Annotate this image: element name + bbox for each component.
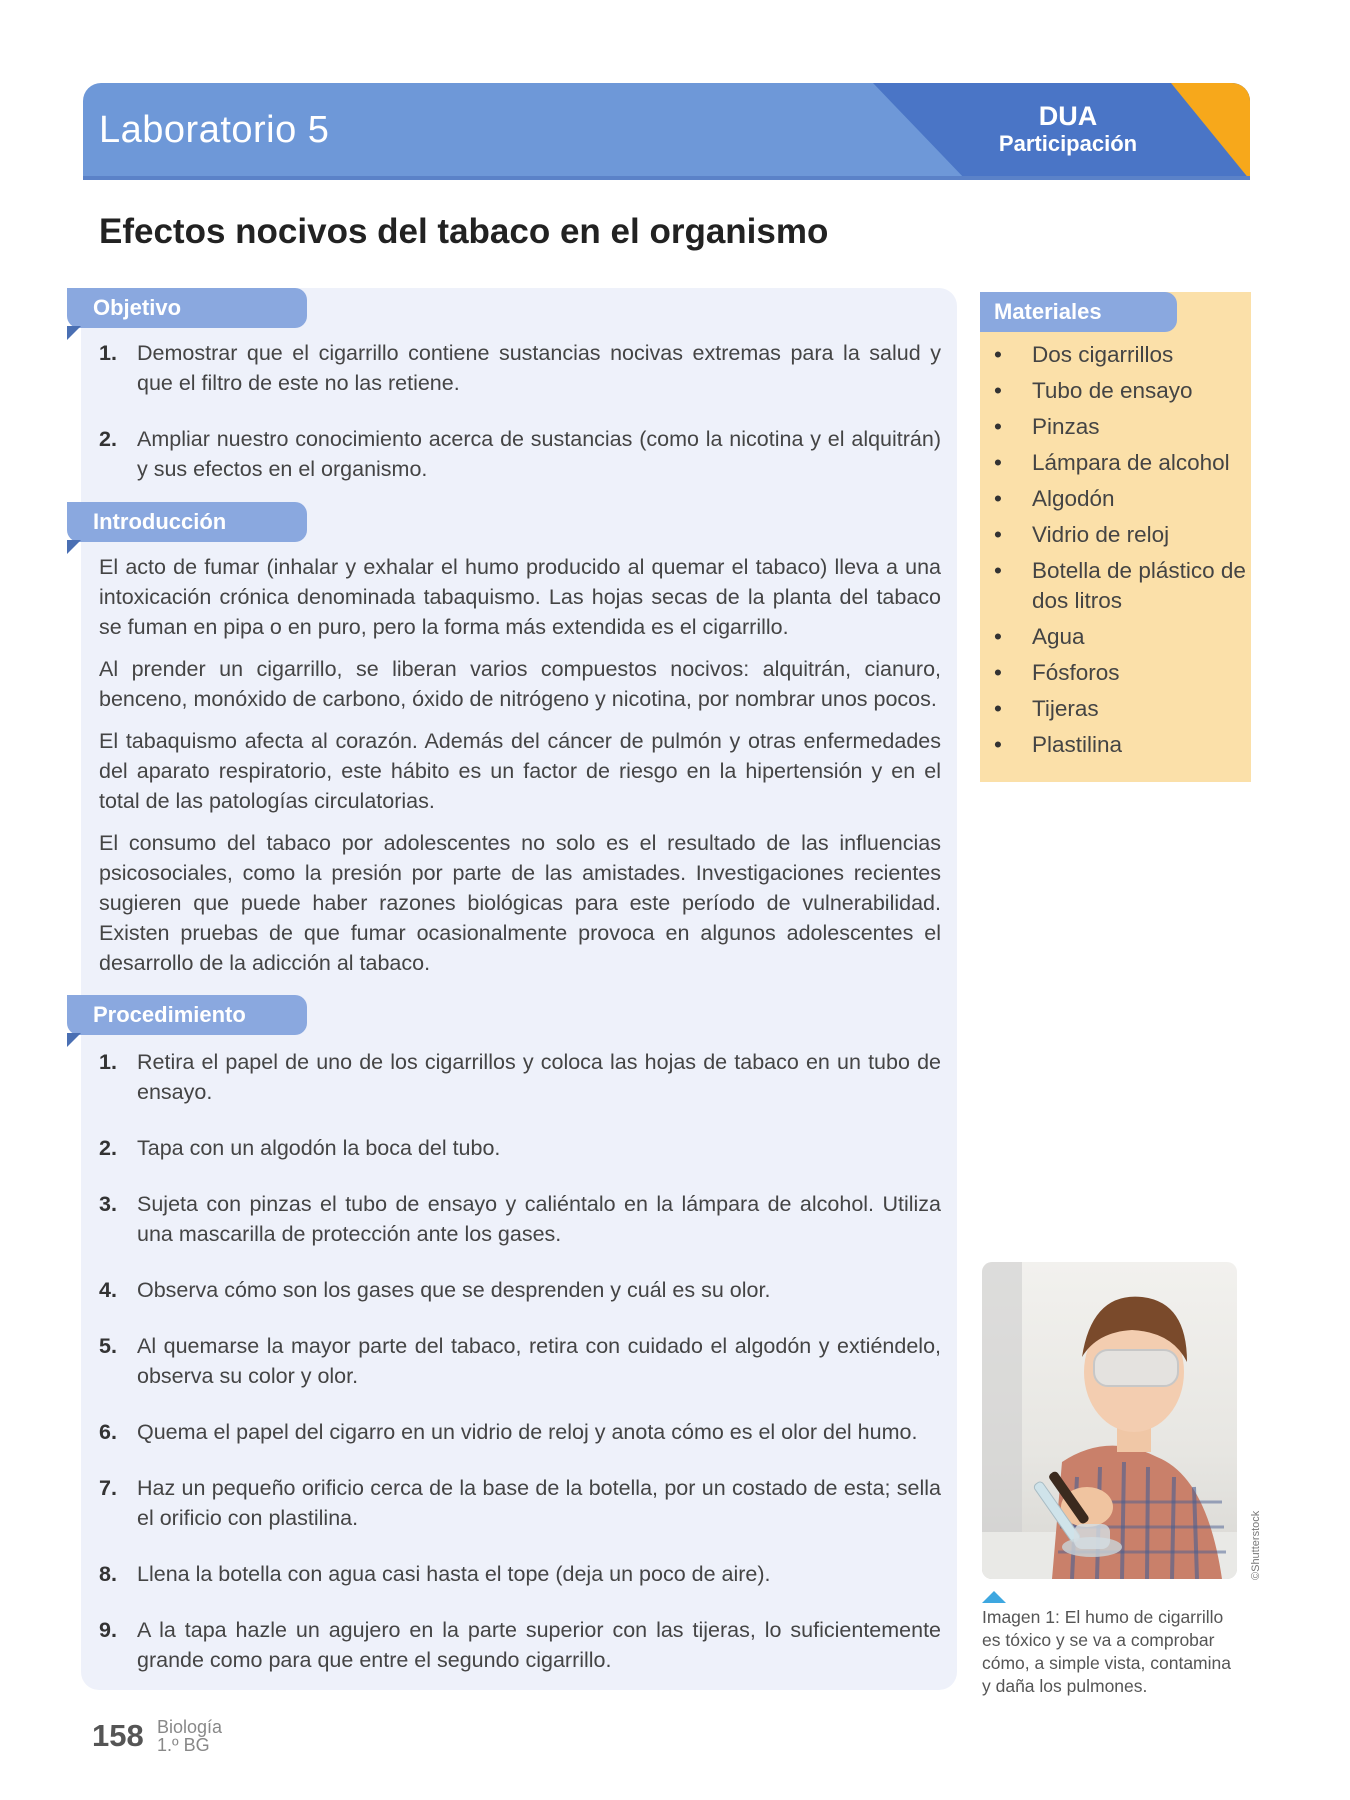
paragraph: Al prender un cigarrillo, se liberan varios compuestos nocivos: alquitrán, cianuro, benceno, monóxido de carbono, óxido de nitrógeno y nicotina, por nombrar unos pocos. [99, 657, 941, 711]
objetivo-list [99, 338, 941, 484]
photo-boy-with-test-tube [982, 1262, 1237, 1579]
list-item [99, 1047, 941, 1107]
item-text: Tapa con un algodón la boca del tubo. [137, 1136, 501, 1160]
list-item [99, 424, 941, 484]
dua-title: DUA [1038, 101, 1098, 131]
list-item [99, 338, 941, 398]
item-number: 1. [99, 1050, 117, 1074]
item-number: 9. [99, 1618, 117, 1642]
list-item: • Fósforos [990, 658, 1250, 688]
paragraph: El consumo del tabaco por adolescentes no solo es el resultado de las influencias psicosociales, como la presión por parte de las amistades. Investigaciones recientes sugieren que puede haber razones biológicas para este período de vulnerabilidad. Existen pruebas de que fumar ocasionalmente provoca en algunos adolescentes el desarrollo de la adicción al tabaco. [99, 831, 941, 975]
item-number: 2. [99, 1136, 117, 1160]
item-text: Llena la botella con agua casi hasta el tope (deja un poco de aire). [137, 1562, 771, 1586]
photo-illustration [982, 1262, 1237, 1579]
lab-title: Laboratorio 5 [99, 109, 330, 151]
list-item [99, 1559, 941, 1589]
introduccion-text [99, 552, 941, 990]
section-tab-introduccion: Introducción [67, 502, 307, 542]
header-banner [83, 83, 1250, 180]
list-item: • Pinzas [990, 412, 1250, 442]
item-text: Al quemarse la mayor parte del tabaco, retira con cuidado el algodón y extiéndelo, observa su color y olor. [137, 1334, 941, 1388]
list-item: • Tijeras [990, 694, 1250, 724]
list-item [99, 1615, 941, 1675]
item-number: 1. [99, 341, 117, 365]
list-item [99, 1275, 941, 1305]
list-item: • Agua [990, 622, 1250, 652]
item-number: 8. [99, 1562, 117, 1586]
footer-subject [157, 1718, 222, 1754]
page-title: Efectos nocivos del tabaco en el organismo [99, 212, 829, 251]
item-text: A la tapa hazle un agujero en la parte superior con las tijeras, lo suficientemente grande como para que entre el segundo cigarrillo. [137, 1618, 941, 1672]
page-number: 158 [92, 1718, 144, 1753]
item-text: Observa cómo son los gases que se desprenden y cuál es su olor. [137, 1278, 771, 1302]
list-item [99, 1417, 941, 1447]
item-number: 3. [99, 1192, 117, 1216]
list-item [99, 1331, 941, 1391]
list-item [99, 1473, 941, 1533]
subject-name: Biología [157, 1717, 223, 1737]
item-text: Demostrar que el cigarrillo contiene sustancias nocivas extremas para la salud y que el filtro de este no las retiene. [137, 341, 941, 395]
list-item: • Botella de plástico de dos litros [990, 556, 1250, 616]
item-text: Quema el papel del cigarro en un vidrio de reloj y anota cómo es el olor del humo. [137, 1420, 918, 1444]
section-tab-procedimiento: Procedimiento [67, 995, 307, 1035]
section-tab-materiales: Materiales [980, 292, 1177, 332]
item-number: 7. [99, 1476, 117, 1500]
caption-triangle-icon [982, 1591, 1006, 1603]
paragraph: El tabaquismo afecta al corazón. Además del cáncer de pulmón y otras enfermedades del aparato respiratorio, este hábito es un factor de riesgo en la hipertensión y en el total de las patologías circulatorias. [99, 729, 941, 813]
materials-list [990, 340, 1250, 766]
dua-badge [988, 101, 1148, 157]
item-number: 4. [99, 1278, 117, 1302]
list-item: • Tubo de ensayo [990, 376, 1250, 406]
section-tab-objetivo: Objetivo [67, 288, 307, 328]
item-text: Haz un pequeño orificio cerca de la base de la botella, por un costado de esta; sella el orificio con plastilina. [137, 1476, 941, 1530]
paragraph: El acto de fumar (inhalar y exhalar el humo producido al quemar el tabaco) lleva a una intoxicación crónica denominada tabaquismo. Las hojas secas de la planta del tabaco se fuman en pipa o en puro, pero la forma más extendida es el cigarrillo. [99, 555, 941, 639]
image-caption: Imagen 1: El humo de cigarrillo es tóxico y se va a comprobar cómo, a simple vista, contamina y daña los pulmones. [982, 1607, 1231, 1696]
item-text: Retira el papel de uno de los cigarrillos y coloca las hojas de tabaco en un tubo de ensayo. [137, 1050, 941, 1104]
list-item: • Dos cigarrillos [990, 340, 1250, 370]
list-item [99, 1189, 941, 1249]
list-item [99, 1133, 941, 1163]
grade-label: 1.º BG [157, 1735, 210, 1755]
item-text: Ampliar nuestro conocimiento acerca de sustancias (como la nicotina y el alquitrán) y sus efectos en el organismo. [137, 427, 941, 481]
procedimiento-list [99, 1047, 941, 1675]
list-item: • Vidrio de reloj [990, 520, 1250, 550]
list-item: • Algodón [990, 484, 1250, 514]
dua-subtitle: Participación [998, 131, 1138, 156]
item-number: 5. [99, 1334, 117, 1358]
item-number: 2. [99, 427, 117, 451]
item-number: 6. [99, 1420, 117, 1444]
image-credit: ©Shutterstock [1250, 1510, 1262, 1580]
item-text: Sujeta con pinzas el tubo de ensayo y caliéntalo en la lámpara de alcohol. Utiliza una mascarilla de protección ante los gases. [137, 1192, 941, 1246]
list-item: • Lámpara de alcohol [990, 448, 1250, 478]
list-item: • Plastilina [990, 730, 1250, 760]
